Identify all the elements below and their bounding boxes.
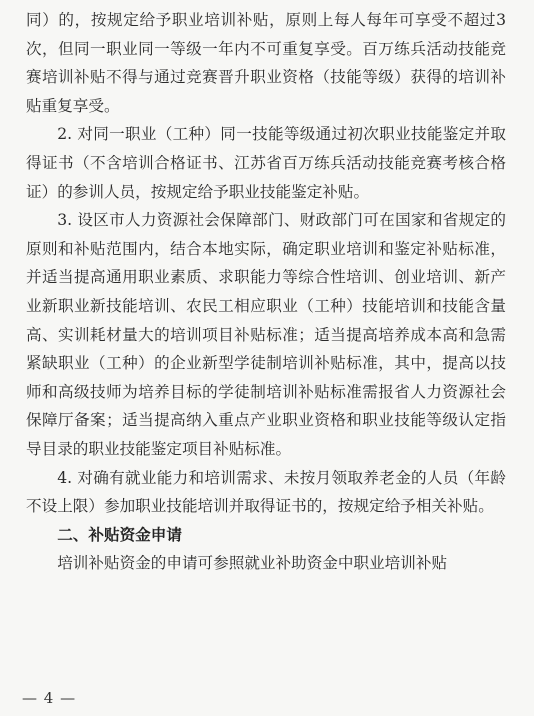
paragraph-item-4: 4. 对确有就业能力和培训需求、未按月领取养老金的人员（年龄不设上限）参加职业技能培训并取得证书的，按规定给予相关补贴。	[26, 468, 506, 516]
page-number: — 4 —	[22, 689, 77, 707]
paragraph-item-2: 2. 对同一职业（工种）同一技能等级通过初次职业技能鉴定并取得证书（不含培训合格证书、江苏省百万练兵活动技能竞赛考核合格证）的参训人员，按规定给予职业技能鉴定补贴。	[26, 125, 506, 201]
section-heading: 二、补贴资金申请	[57, 525, 182, 544]
paragraph-item-3: 3. 设区市人力资源社会保障部门、财政部门可在国家和省规定的原则和补贴范围内，结合本地实际，确定职业培训和鉴定补贴标准，并适当提高通用职业素质、求职能力等综合性培训、创业培训、新产业新职业新技能培训、农民工相应职业（工种）技能培训和技能含量高、实训耗材量大的培训项目补贴标准；适当提高培养成本高和急需紧缺职业（工种）的企业新型学徒制培训补贴标准，其中，提高以技师和高级技师为培养目标的学徒制培训补贴标准需报省人力资源社会保障厅备案；适当提高纳入重点产业职业资格和职业技能等级认定指导目录的职业技能鉴定项目补贴标准。	[26, 211, 506, 458]
paragraph-section-intro: 培训补贴资金的申请可参照就业补助资金中职业培训补贴	[57, 554, 448, 573]
paragraph-continuation: 同）的，按规定给予职业培训补贴，原则上每人每年可享受不超过3次，但同一职业同一等级一年内不可重复享受。百万练兵活动技能竞赛培训补贴不得与通过竞赛晋升职业资格（技能等级）获得的培训补贴重复享受。	[26, 11, 506, 115]
